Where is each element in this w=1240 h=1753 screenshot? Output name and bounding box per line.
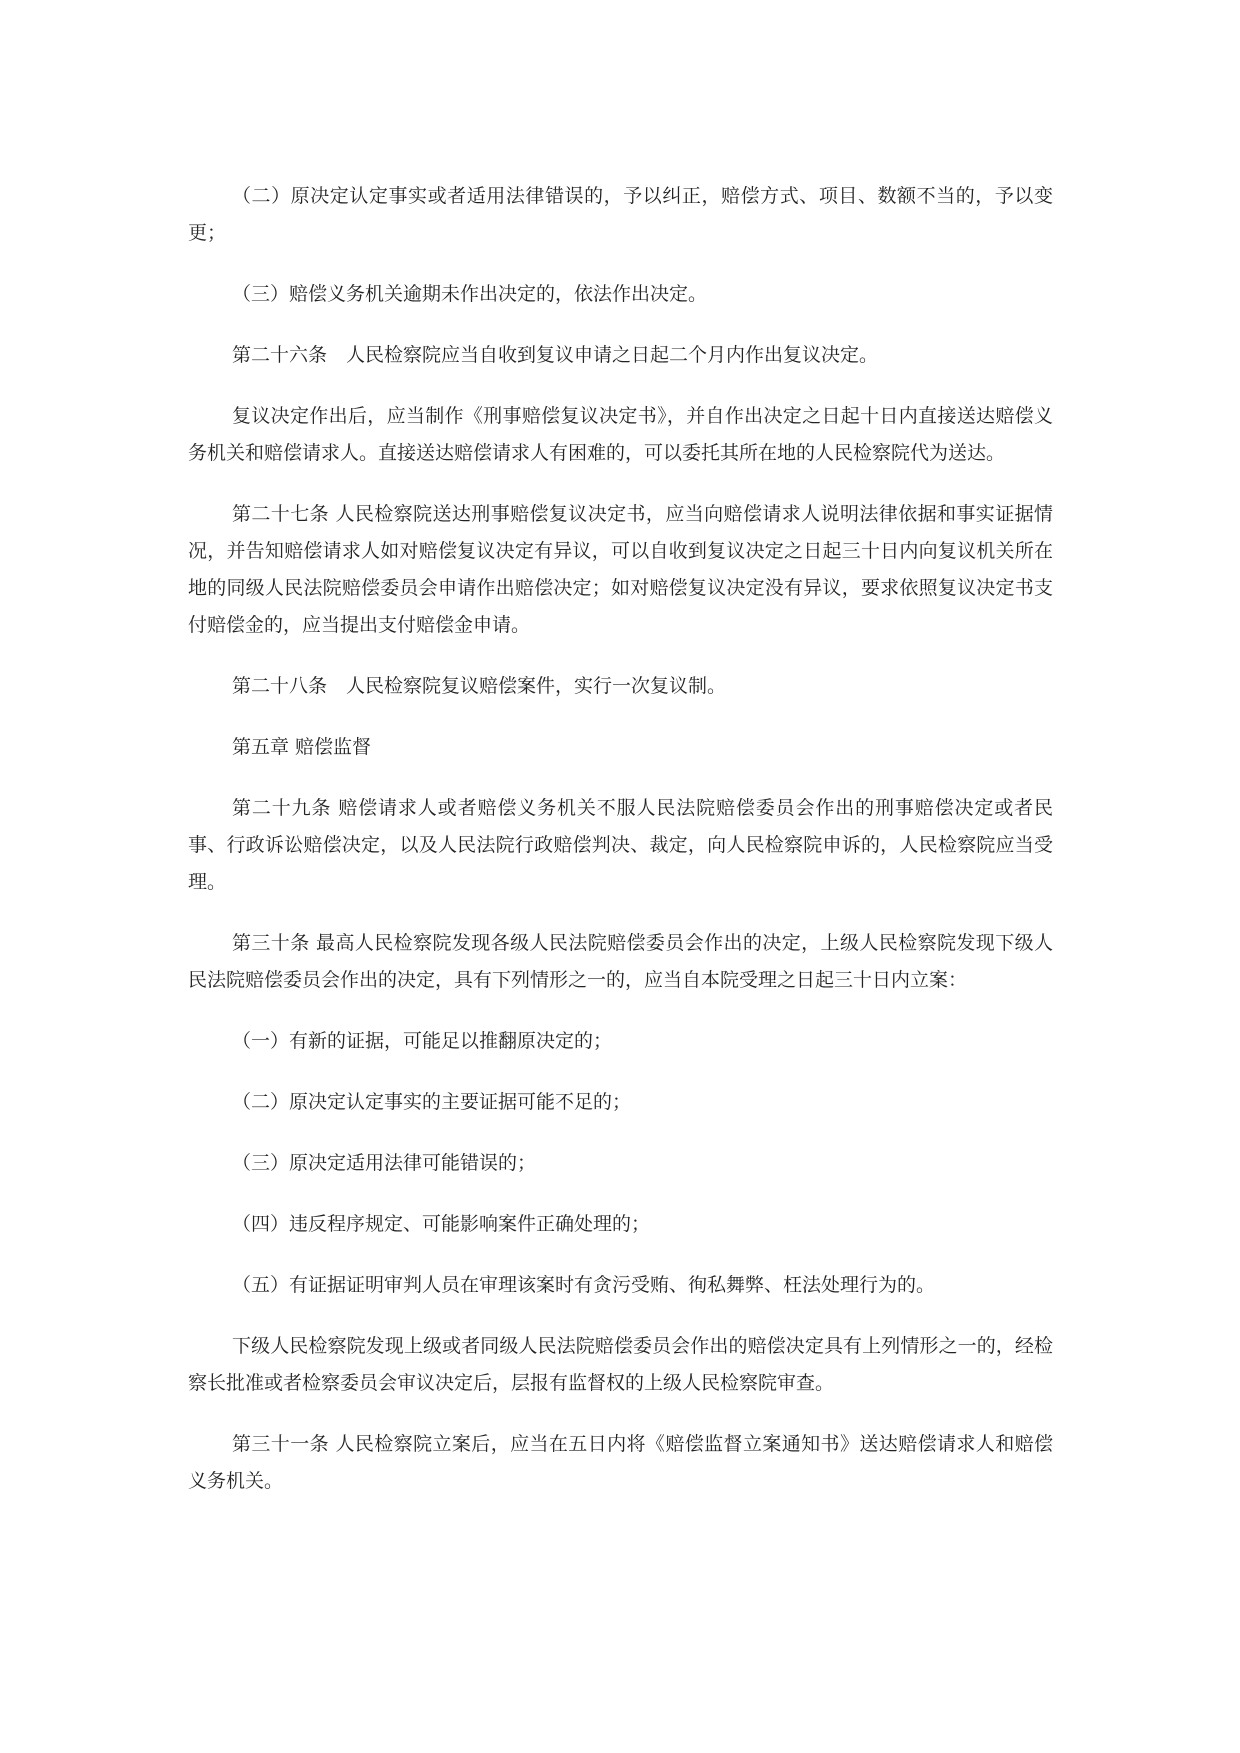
list-item-1: （一）有新的证据，可能足以推翻原决定的； [232, 1030, 613, 1052]
paragraph-item-3: （三）赔偿义务机关逾期未作出决定的，依法作出决定。 [232, 283, 708, 305]
list-item-5: （五）有证据证明审判人员在审理该案时有贪污受贿、徇私舞弊、枉法处理行为的。 [232, 1274, 936, 1296]
paragraph-item-2: （二）原决定认定事实或者适用法律错误的，予以纠正，赔偿方式、项目、数额不当的，予以变更； [188, 185, 1053, 244]
paragraph-lower-procuratorate: 下级人民检察院发现上级或者同级人民法院赔偿委员会作出的赔偿决定具有上列情形之一的，经检察长批准或者检察委员会审议决定后，层报有监督权的上级人民检察院审查。 [188, 1335, 1053, 1394]
article-27: 第二十七条 人民检察院送达刑事赔偿复议决定书，应当向赔偿请求人说明法律依据和事实证据情况，并告知赔偿请求人如对赔偿复议决定有异议，可以自收到复议决定之日起三十日内向复议机关所在地的同级人民法院赔偿委员会申请作出赔偿决定；如对赔偿复议决定没有异议，要求依照复议决定书支付赔偿金的，应当提出支付赔偿金申请。 [188, 503, 1053, 636]
chapter-5-heading: 第五章 赔偿监督 [232, 736, 372, 758]
list-item-3: （三）原决定适用法律可能错误的； [232, 1152, 537, 1174]
article-26: 第二十六条 人民检察院应当自收到复议申请之日起二个月内作出复议决定。 [232, 344, 879, 366]
document-body [188, 178, 1053, 1524]
article-30: 第三十条 最高人民检察院发现各级人民法院赔偿委员会作出的决定，上级人民检察院发现下级人民法院赔偿委员会作出的决定，具有下列情形之一的，应当自本院受理之日起三十日内立案： [188, 932, 1053, 991]
article-28: 第二十八条 人民检察院复议赔偿案件，实行一次复议制。 [232, 675, 727, 697]
list-item-2: （二）原决定认定事实的主要证据可能不足的； [232, 1091, 632, 1113]
list-item-4: （四）违反程序规定、可能影响案件正确处理的； [232, 1213, 651, 1235]
article-31: 第三十一条 人民检察院立案后，应当在五日内将《赔偿监督立案通知书》送达赔偿请求人和赔偿义务机关。 [188, 1433, 1053, 1492]
article-29: 第二十九条 赔偿请求人或者赔偿义务机关不服人民法院赔偿委员会作出的刑事赔偿决定或者民事、行政诉讼赔偿决定，以及人民法院行政赔偿判决、裁定，向人民检察院申诉的，人民检察院应当受理。 [188, 797, 1053, 893]
paragraph-review-decision: 复议决定作出后，应当制作《刑事赔偿复议决定书》，并自作出决定之日起十日内直接送达赔偿义务机关和赔偿请求人。直接送达赔偿请求人有困难的，可以委托其所在地的人民检察院代为送达。 [188, 405, 1053, 464]
